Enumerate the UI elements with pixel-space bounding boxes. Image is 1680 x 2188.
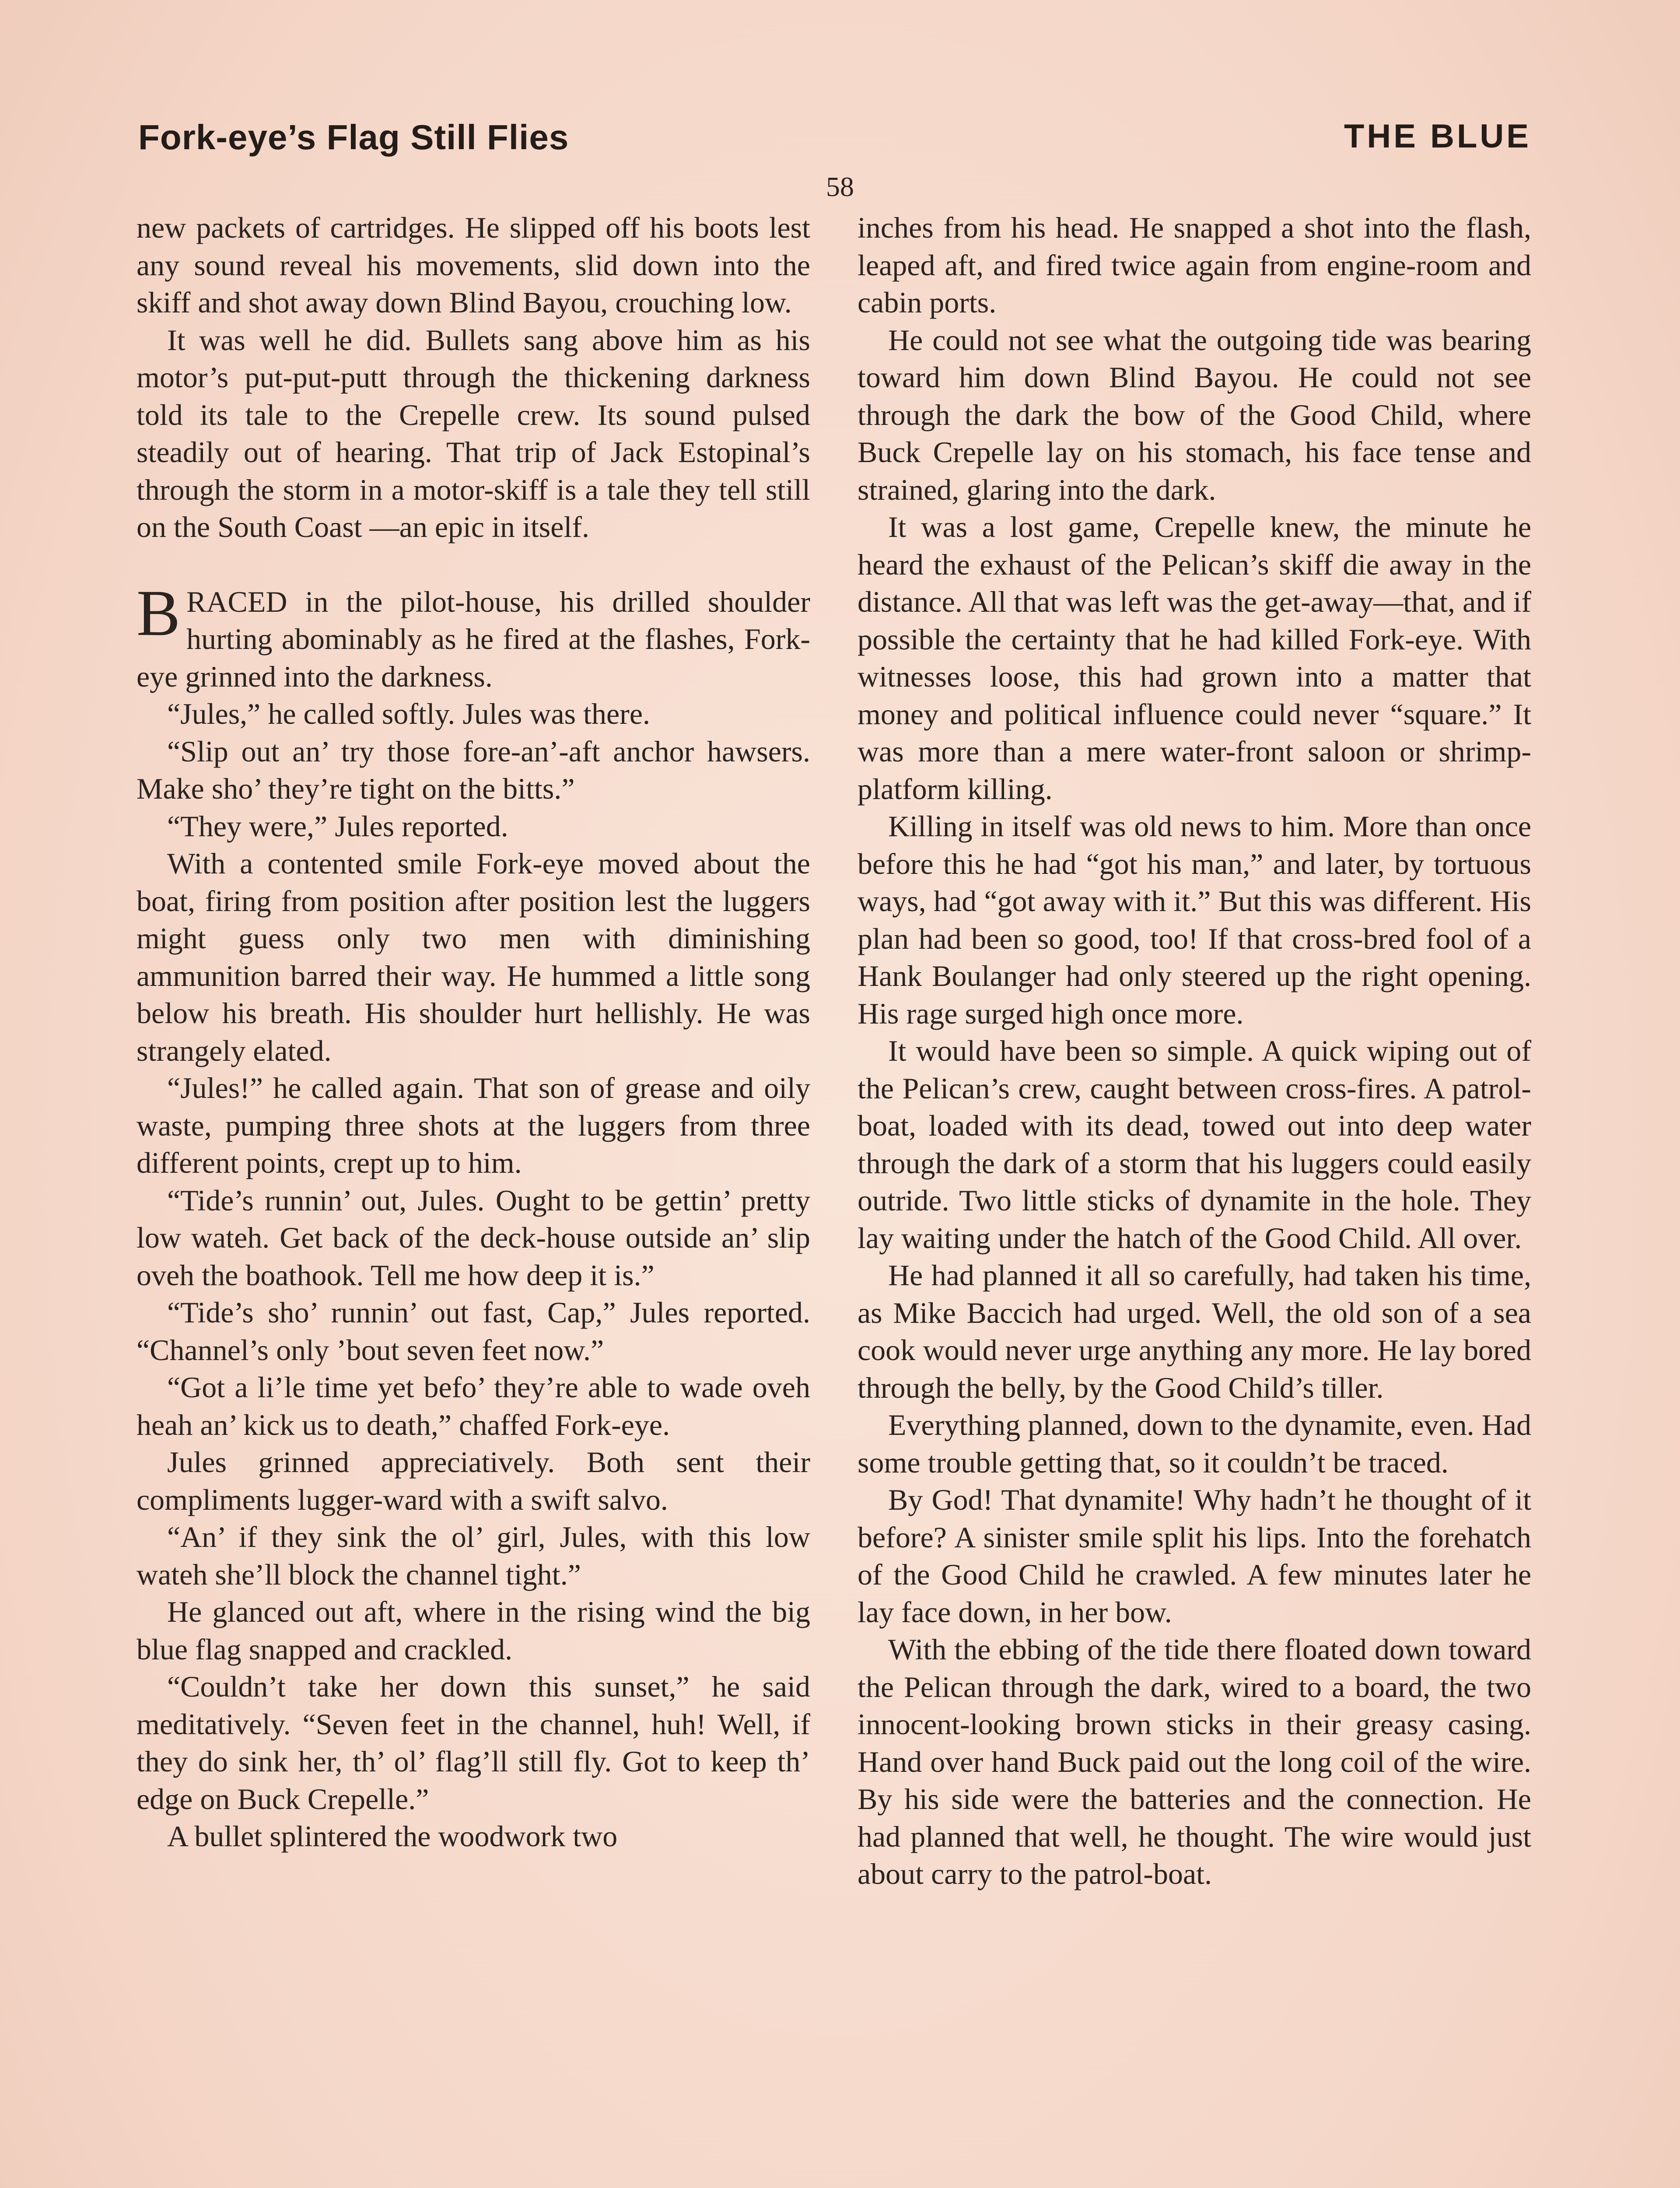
- paragraph: “Couldn’t take her down this sunset,” he said meditatively. “Seven feet in the channel, huh! Well, if they do sink her, th’ ol’ flag’ll still fly. Got to keep th’ edge on Buck Crepelle.”: [136, 1670, 810, 1816]
- paragraph: A bullet splintered the woodwork two: [167, 1820, 618, 1853]
- paragraph: It was well he did. Bullets sang above him as his motor’s put-put-putt through the thickening darkness told its tale to the Crepelle crew. Its sound pulsed steadily out of hearing. That trip of Jack Estopinal’s through the storm in a motor-skiff is a tale they tell still on the South Coast —an epic in itself.: [136, 323, 810, 543]
- paragraph: Jules grinned appreciatively. Both sent their compliments lugger-ward with a swift salvo.: [136, 1445, 810, 1516]
- magazine-name: THE BLUE: [1344, 118, 1531, 155]
- left-text-column: [136, 209, 810, 1855]
- page-header: [138, 117, 1531, 165]
- paragraph: He could not see what the outgoing tide was bearing toward him down Blind Bayou. He could not see through the dark the bow of the Good Child, where Buck Crepelle lay on his stomach, his face tense and strained, glaring into the dark.: [858, 323, 1531, 506]
- paragraph: “Tide’s runnin’ out, Jules. Ought to be gettin’ pretty low wateh. Get back of the deck-house outside an’ slip oveh the boathook. Tell me how deep it is.”: [136, 1183, 810, 1292]
- paragraph: “An’ if they sink the ol’ girl, Jules, with this low wateh she’ll block the channel tight.”: [136, 1520, 810, 1591]
- story-title: Fork-eye’s Flag Still Flies: [138, 118, 569, 157]
- paragraph: new packets of cartridges. He slipped off his boots lest any sound reveal his movements, slid down into the skiff and shot away down Blind Bayou, crouching low.: [136, 211, 810, 319]
- paragraph: “Slip out an’ try those fore-an’-aft anchor hawsers. Make sho’ they’re tight on the bitts.”: [136, 734, 810, 805]
- paragraph: “Tide’s sho’ runnin’ out fast, Cap,” Jules reported. “Channel’s only ’bout seven feet now.”: [136, 1296, 810, 1367]
- paragraph: It was a lost game, Crepelle knew, the minute he heard the exhaust of the Pelican’s skiff die away in the distance. All that was left was the get-away—that, and if possible the certainty that he had killed Fork-eye. With witnesses loose, this had grown into a matter that money and political influence could never “square.” It was more than a mere water-front saloon or shrimp-platform killing.: [858, 510, 1531, 806]
- paragraph: With the ebbing of the tide there floated down toward the Pelican through the dark, wired to a board, the two innocent-looking brown sticks in their greasy casing. Hand over hand Buck paid out the long coil of the wire. By his side were the batteries and the connection. He had planned that well, he thought. The wire would just about carry to the patrol-boat.: [858, 1633, 1531, 1890]
- paragraph: He had planned it all so carefully, had taken his time, as Mike Baccich had urged. Well, the old son of a sea cook would never urge anything any more. He lay bored through the belly, by the Good Child’s tiller.: [858, 1259, 1531, 1404]
- page-number: 58: [826, 171, 854, 202]
- paragraph: Everything planned, down to the dynamite, even. Had some trouble getting that, so it couldn’t be traced.: [858, 1408, 1531, 1479]
- paragraph: “Jules!” he called again. That son of grease and oily waste, pumping three shots at the luggers from three different points, crept up to him.: [136, 1071, 810, 1179]
- paragraph: “They were,” Jules reported.: [167, 809, 508, 843]
- paragraph: He glanced out aft, where in the rising wind the big blue flag snapped and crackled.: [136, 1595, 810, 1666]
- right-text-column: [858, 209, 1531, 1893]
- paragraph: [136, 576, 810, 696]
- paragraph: “Got a li’le time yet befo’ they’re able to wade oveh heah an’ kick us to death,” chaffed Fork-eye.: [136, 1371, 810, 1441]
- paragraph: “Jules,” he called softly. Jules was there.: [167, 697, 651, 730]
- paragraph: By God! That dynamite! Why hadn’t he thought of it before? A sinister smile split his lips. Into the forehatch of the Good Child he crawled. A few minutes later he lay face down, in her bow.: [858, 1483, 1531, 1629]
- paragraph: Killing in itself was old news to him. More than once before this he had “got his man,” and later, by tortuous ways, had “got away with it.” But this was different. His plan had been so good, too! If that cross-bred fool of a Hank Boulanger had only steered up the right opening. His rage surged high once more.: [858, 810, 1531, 1030]
- drop-cap: B: [136, 576, 181, 649]
- paragraph-text: RACED in the pilot-house, his drilled shoulder hurting abominably as he fired at the flashes, Fork-eye grinned into the darkness.: [136, 585, 810, 693]
- paragraph: With a contented smile Fork-eye moved about the boat, firing from position after position lest the luggers might guess only two men with diminishing ammunition barred their way. He hummed a little song below his breath. His shoulder hurt hellishly. He was strangely elated.: [136, 847, 810, 1067]
- paragraph: It would have been so simple. A quick wiping out of the Pelican’s crew, caught between cross-fires. A patrol-boat, loaded with its dead, towed out into deep water through the dark of a storm that his luggers could easily outride. Two little sticks of dynamite in the hole. They lay waiting under the hatch of the Good Child. All over.: [858, 1034, 1531, 1255]
- paragraph: inches from his head. He snapped a shot into the flash, leaped aft, and fired twice again from engine-room and cabin ports.: [858, 211, 1531, 319]
